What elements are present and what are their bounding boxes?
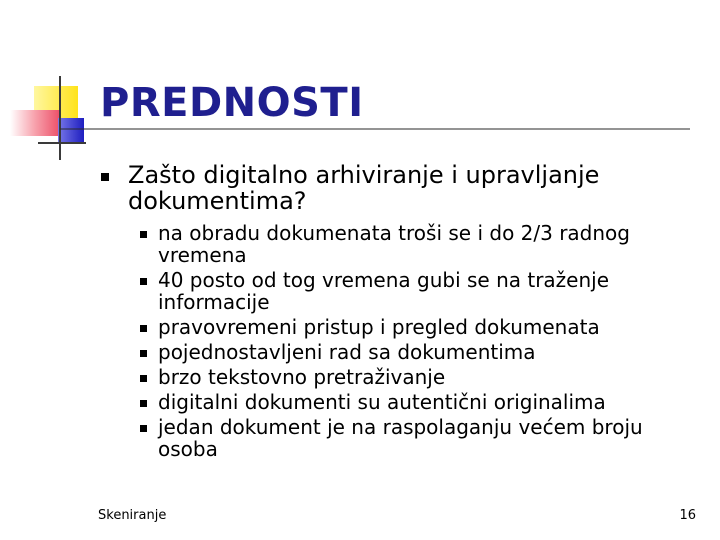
main-bullet-text: Zašto digitalno arhiviranje i upravljanje dokumentima? [128,161,600,215]
square-bullet-icon [101,173,109,181]
red-bar [10,110,60,136]
square-bullet-icon [140,231,147,238]
list-item [130,416,690,460]
page-number: 16 [679,508,696,523]
list-item [130,391,690,413]
list-item-text: brzo tekstovno pretraživanje [158,365,446,389]
slide-title: PREDNOSTI [100,80,364,126]
square-bullet-icon [140,350,147,357]
list-item [130,316,690,338]
square-bullet-icon [140,375,147,382]
list-item-text: 40 posto od tog vremena gubi se na traženje informacije [158,268,610,314]
list-item-text: pravovremeni pristup i pregled dokumenata [158,315,600,339]
list-item [130,366,690,388]
list-item-text: digitalni dokumenti su autentični originalima [158,390,606,414]
square-bullet-icon [140,278,147,285]
square-bullet-icon [140,400,147,407]
square-bullet-icon [140,425,147,432]
list-item-text: na obradu dokumenata troši se i do 2/3 radnog vremena [158,221,630,267]
list-item-text: pojednostavljeni rad sa dokumentima [158,340,536,364]
sub-bullet-list [130,222,690,463]
list-item [130,341,690,363]
square-bullet-icon [140,325,147,332]
list-item-text: jedan dokument je na raspolaganju većem broju osoba [158,415,643,461]
list-item [130,222,690,266]
list-item [130,269,690,313]
blue-square [58,118,84,144]
footer-label: Skeniranje [98,508,167,523]
